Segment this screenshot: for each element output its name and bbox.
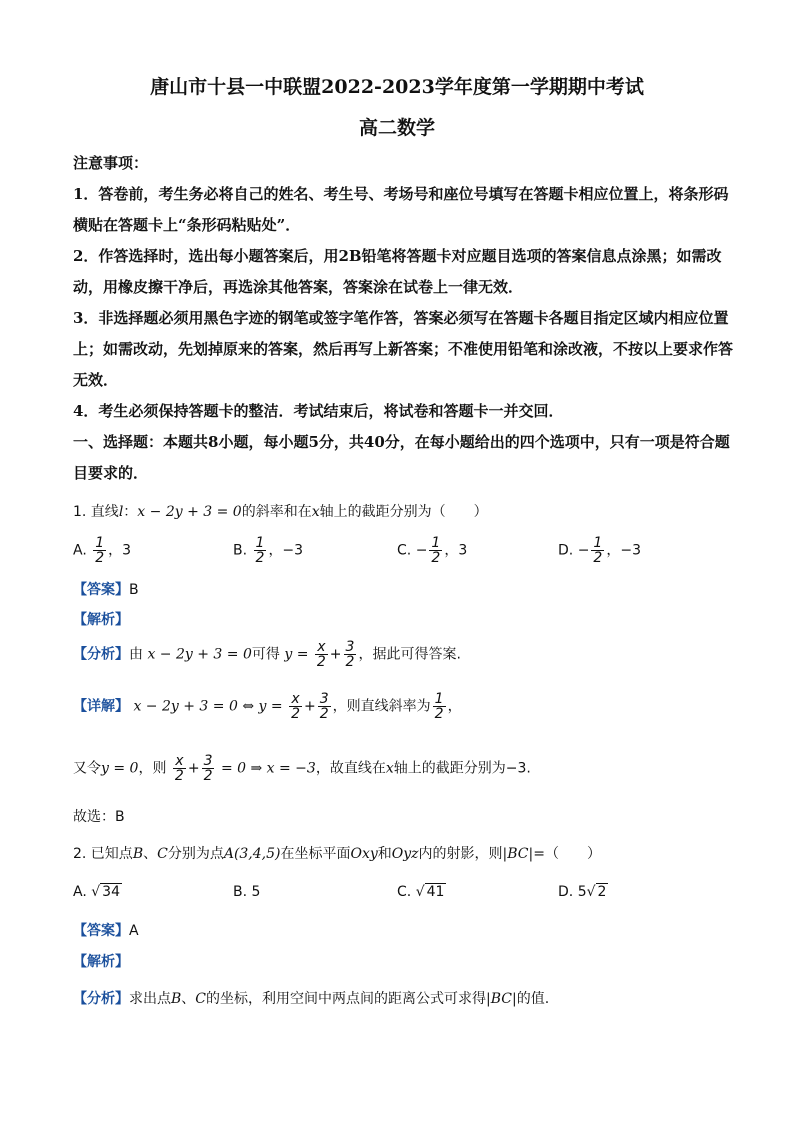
fraction: $\frac{1}{2}$ (255, 535, 265, 566)
analysis-line-2: 又令y = 0，则 $\frac{x}{2}$ + $\frac{3}{2}$ = 0 ⇒ x = −3，故直线在x轴上的截距分别为−3. (73, 753, 531, 784)
page-title: 唐山市十县一中联盟2022-2023学年度第一学期期中考试 (150, 76, 644, 98)
option-a[interactable]: A. √ 34 (73, 884, 120, 900)
notice-item: 2．作答选择时，选出每小题答案后，用2B铅笔将答题卡对应题目选项的答案信息点涂黑；如需改动，用橡皮擦干净后，再选涂其他答案，答案涂在试卷上一律无效． (73, 247, 722, 296)
option-b[interactable]: B. 5 (233, 884, 261, 900)
question-1-stem: 1. 直线l：x − 2y + 3 = 0的斜率和在x轴上的截距分别为（ ） (73, 504, 488, 520)
option-b[interactable]: B. $\frac{1}{2}$ ，−3 (233, 535, 304, 566)
choose-line: 故选：B (73, 809, 125, 825)
analysis-heading: 【解析】 (73, 954, 129, 970)
page-subtitle: 高二数学 (358, 117, 435, 139)
analysis-fenxi: 【分析】求出点B、C的坐标，利用空间中两点间的距离公式可求得|BC|的值. (73, 991, 550, 1007)
fraction: $\frac{1}{2}$ (95, 535, 105, 566)
answer-line: 【答案】B (73, 582, 139, 598)
notice-item: 1．答卷前，考生务必将自己的姓名、考生号、考场号和座位号填写在答题卡相应位置上，将条形码横贴在答题卡上“条形码粘贴处”． (73, 185, 729, 234)
notice-heading: 注意事项： (73, 154, 149, 172)
question-2-stem: 2. 已知点B、C分别为点A(3,4,5)在坐标平面Oxy和Oyz内的射影，则|BC|=（ ） (73, 846, 601, 862)
option-d[interactable]: D. 5√ 2 (558, 884, 607, 900)
option-d[interactable]: D. − $\frac{1}{2}$ ，−3 (558, 535, 641, 566)
notice-item: 3．非选择题必须用黑色字迹的钢笔或签字笔作答，答案必须写在答题卡各题目指定区域内相应位置上；如需改动，先划掉原来的答案，然后再写上新答案；不准使用铅笔和涂改液，不按以上要求作答无效． (73, 309, 734, 389)
answer-line: 【答案】A (73, 923, 139, 939)
notice-block (73, 148, 733, 489)
notice-item: 4．考生必须保持答题卡的整洁．考试结束后，将试卷和答题卡一并交回． (73, 402, 564, 420)
section-heading: 一、选择题：本题共8小题，每小题5分，共40分，在每小题给出的四个选项中，只有一项是符合题目要求的． (73, 433, 730, 482)
option-c[interactable]: C. − $\frac{1}{2}$ ，3 (397, 535, 468, 566)
fraction: $\frac{1}{2}$ (593, 535, 603, 566)
analysis-xiangjie: 【详解】 x − 2y + 3 = 0 ⇔ y = $\frac{x}{2}$ + $\frac{3}{2}$ ，则直线斜率为 $\frac{1}{2}$ ， (73, 691, 462, 722)
analysis-fenxi: 【分析】由 x − 2y + 3 = 0可得 y = $\frac{x}{2}$ + $\frac{3}{2}$ ，据此可得答案. (73, 639, 461, 670)
option-a[interactable]: A. $\frac{1}{2}$ ，3 (73, 535, 132, 566)
fraction: $\frac{1}{2}$ (431, 535, 441, 566)
equation: x − 2y + 3 = 0 (137, 504, 242, 520)
option-c[interactable]: C. √ 41 (397, 884, 445, 900)
analysis-heading: 【解析】 (73, 612, 129, 628)
